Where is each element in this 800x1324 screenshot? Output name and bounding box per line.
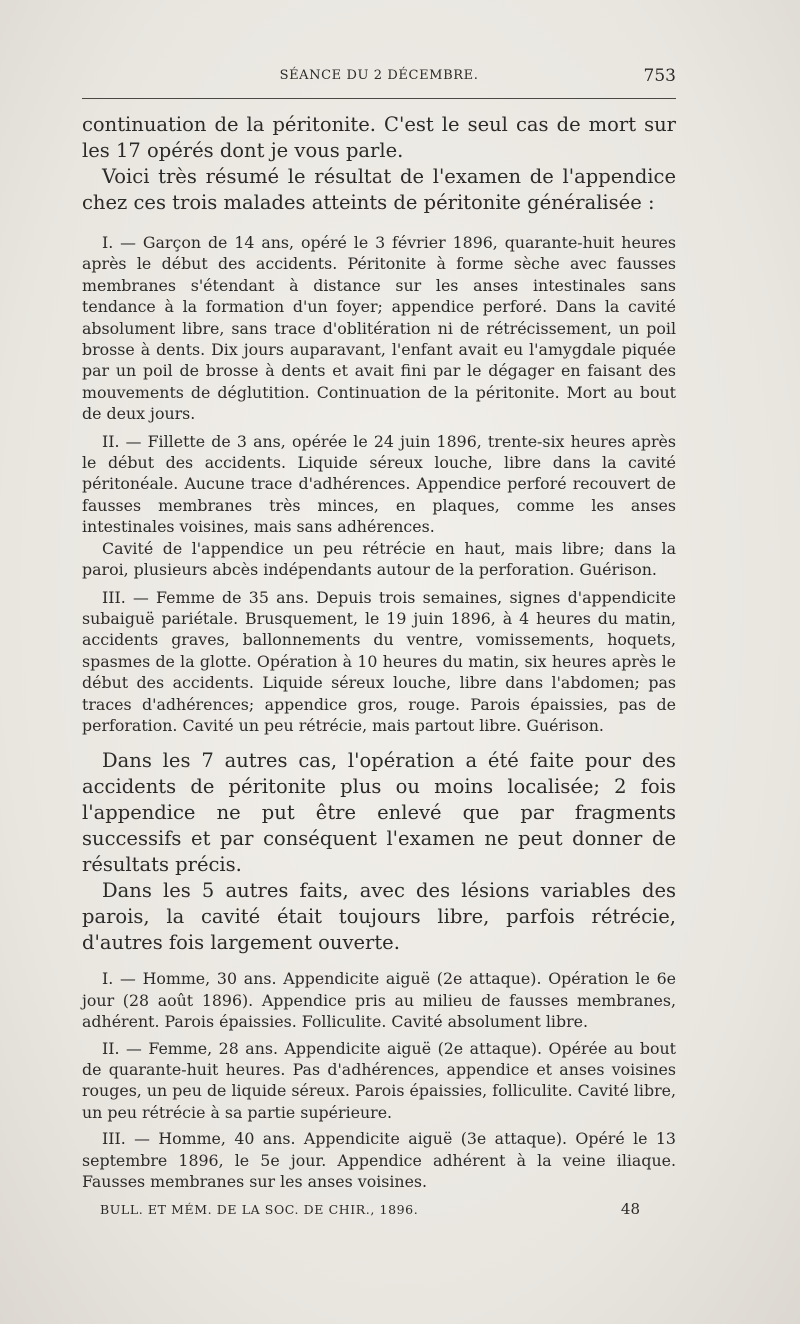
- signature-mark: 48: [620, 1200, 640, 1218]
- paragraph: Dans les 7 autres cas, l'opération a été faite pour des accidents de péritonite plus ou moins localisée; 2 fois l'appendice ne put être enlevé que par fragments successifs et par conséquent l'examen ne peut donner de résultats précis.: [82, 749, 676, 877]
- case-paragraph: I. — Homme, 30 ans. Appendicite aiguë (2e attaque). Opération le 6e jour (28 août 1896). Appendice pris au milieu de fausses membranes, adhérent. Parois épaissies. Folliculite. Cavité absolument libre.: [82, 969, 676, 1032]
- page-footer: [100, 1200, 640, 1222]
- case-paragraph: II. — Femme, 28 ans. Appendicite aiguë (2e attaque). Opérée au bout de quarante-huit heures. Pas d'adhérences, appendice et anses voisines rouges, un peu de liquide séreux. Parois épaissies, folliculite. Cavité libre, un peu rétrécie à sa partie supérieure.: [82, 1038, 676, 1122]
- case-paragraph: I. — Garçon de 14 ans, opéré le 3 février 1896, quarante-huit heures après le début des accidents. Péritonite à forme sèche avec fausses membranes s'étendant à distance sur les anses intestinales sans tendance à la formation d'un foyer; appendice perforé. Dans la cavité absolument libre, sans trace d'oblitération ni de rétrécissement, un poil brosse à dents. Dix jours auparavant, l'enfant avait eu l'amygdale piquée par un poil de brosse à dents et avait fini par le dégager en faisant des mouvements de déglutition. Continuation de la péritonite. Mort au bout de deux jours.: [82, 233, 676, 424]
- case-paragraph: II. — Fillette de 3 ans, opérée le 24 juin 1896, trente-six heures après le début des accidents. Liquide séreux louche, libre dans la cavité péritonéale. Aucune trace d'adhérences. Appendice perforé recouvert de fausses membranes très minces, en plaques, comme les anses intestinales voisines, mais sans adhérences.: [82, 431, 676, 537]
- paragraph: Dans les 5 autres faits, avec des lésions variables des parois, la cavité était toujours libre, parfois rétrécie, d'autres fois largement ouverte.: [82, 879, 676, 955]
- case-paragraph: III. — Homme, 40 ans. Appendicite aiguë (3e attaque). Opéré le 13 septembre 1896, le 5e jour. Appendice adhérent à la veine iliaque. Fausses membranes sur les anses voisines.: [82, 1129, 676, 1191]
- page-header: [82, 64, 676, 88]
- text-body: [82, 112, 676, 1192]
- running-title: SÉANCE DU 2 DÉCEMBRE.: [279, 68, 479, 83]
- paragraph: Voici très résumé le résultat de l'examen de l'appendice chez ces trois malades atteints de péritonite généralisée :: [82, 165, 676, 214]
- case-paragraph: III. — Femme de 35 ans. Depuis trois semaines, signes d'appendicite subaiguë pariétale. Brusquement, le 19 juin 1896, à 4 heures du matin, accidents graves, ballonnements du ventre, vomissements, hoquets, spasmes de la glotte. Opération à 10 heures du matin, six heures après le début des accidents. Liquide séreux louche, libre dans l'abdomen; pas traces d'adhérences; appendice gros, rouge. Parois épaissies, pas de perforation. Cavité un peu rétrécie, mais partout libre. Guérison.: [82, 587, 676, 735]
- paragraph: Cavité de l'appendice un peu rétrécie en haut, mais libre; dans la paroi, plusieurs abcès indépendants autour de la perforation. Guérison.: [82, 538, 676, 580]
- paragraph: continuation de la péritonite. C'est le seul cas de mort sur les 17 opérés dont je vous parle.: [82, 113, 676, 162]
- page-number: 753: [643, 66, 676, 86]
- footer-journal: BULL. ET MÉM. DE LA SOC. DE CHIR., 1896.: [100, 1202, 419, 1217]
- header-rule: [82, 98, 676, 99]
